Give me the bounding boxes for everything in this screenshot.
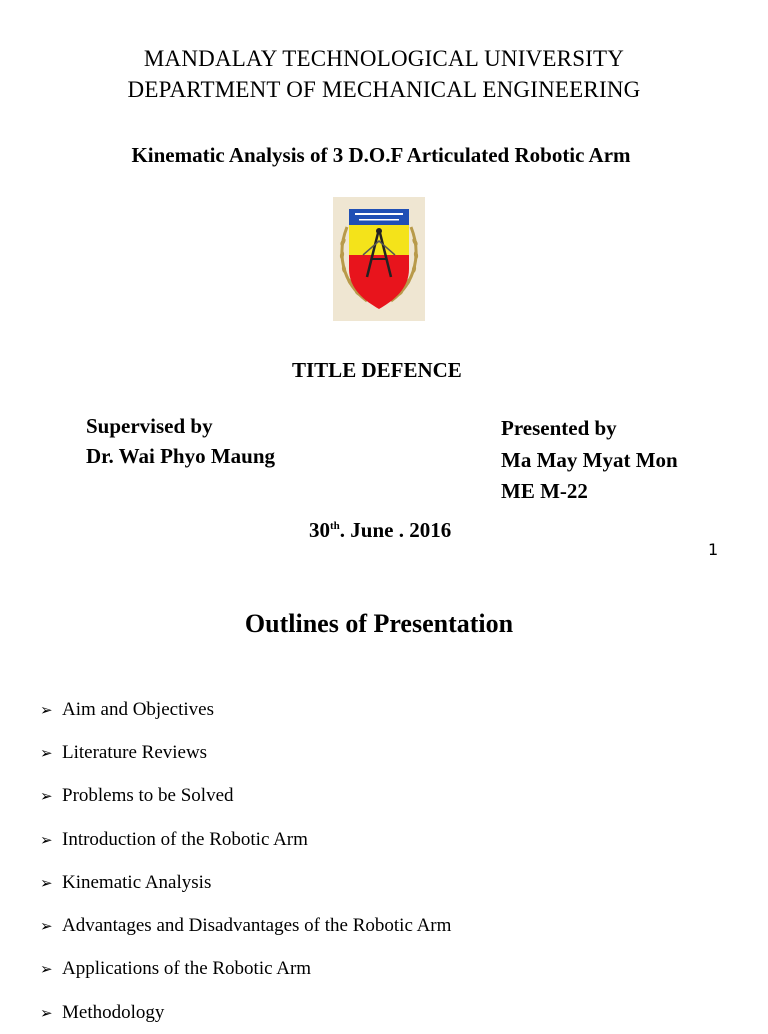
title-defence-heading: TITLE DEFENCE bbox=[292, 358, 462, 382]
outline-item bbox=[40, 948, 451, 991]
presented-by-label: Presented by bbox=[501, 416, 617, 440]
outline-item bbox=[40, 991, 451, 1034]
presenter-name: Ma May Myat Mon bbox=[501, 448, 678, 472]
arrow-bullet-icon: ➢ bbox=[40, 873, 53, 892]
arrow-bullet-icon: ➢ bbox=[40, 743, 53, 762]
outline-item bbox=[40, 861, 451, 904]
outline-item-text: Methodology bbox=[62, 1001, 165, 1023]
date-day: 30 bbox=[309, 518, 330, 542]
outline-item-text: Kinematic Analysis bbox=[62, 871, 212, 893]
department-name: DEPARTMENT OF MECHANICAL ENGINEERING bbox=[127, 77, 641, 102]
outline-item-text: Advantages and Disadvantages of the Robotic Arm bbox=[62, 915, 452, 937]
outline-item-text: Literature Reviews bbox=[62, 741, 208, 763]
outline-item bbox=[40, 904, 451, 947]
outline-item bbox=[40, 775, 451, 818]
university-crest-logo bbox=[333, 197, 425, 321]
outline-list bbox=[40, 688, 451, 1034]
arrow-bullet-icon: ➢ bbox=[40, 917, 53, 936]
date-suffix: th bbox=[330, 520, 340, 532]
outline-item-text: Introduction of the Robotic Arm bbox=[62, 828, 308, 850]
date-rest: . June . 2016 bbox=[339, 518, 452, 542]
outline-title: Outlines of Presentation bbox=[244, 609, 514, 638]
outline-item-text: Problems to be Solved bbox=[62, 785, 234, 807]
outline-item-text: Aim and Objectives bbox=[62, 698, 214, 720]
supervised-by-label: Supervised by bbox=[86, 414, 213, 438]
outline-item bbox=[40, 818, 451, 861]
outline-item bbox=[40, 731, 451, 774]
arrow-bullet-icon: ➢ bbox=[40, 830, 53, 849]
page-number: 1 bbox=[708, 540, 719, 559]
outline-item-text: Applications of the Robotic Arm bbox=[62, 958, 312, 980]
presenter-id: ME M-22 bbox=[501, 479, 588, 503]
arrow-bullet-icon: ➢ bbox=[40, 787, 53, 806]
university-name: MANDALAY TECHNOLOGICAL UNIVERSITY bbox=[143, 46, 625, 71]
arrow-bullet-icon: ➢ bbox=[40, 700, 53, 719]
presentation-date bbox=[309, 518, 451, 543]
arrow-bullet-icon: ➢ bbox=[40, 1003, 53, 1022]
outline-item bbox=[40, 688, 451, 731]
supervisor-name: Dr. Wai Phyo Maung bbox=[86, 444, 276, 468]
presentation-title: Kinematic Analysis of 3 D.O.F Articulated Robotic Arm bbox=[131, 143, 631, 167]
arrow-bullet-icon: ➢ bbox=[40, 960, 53, 979]
